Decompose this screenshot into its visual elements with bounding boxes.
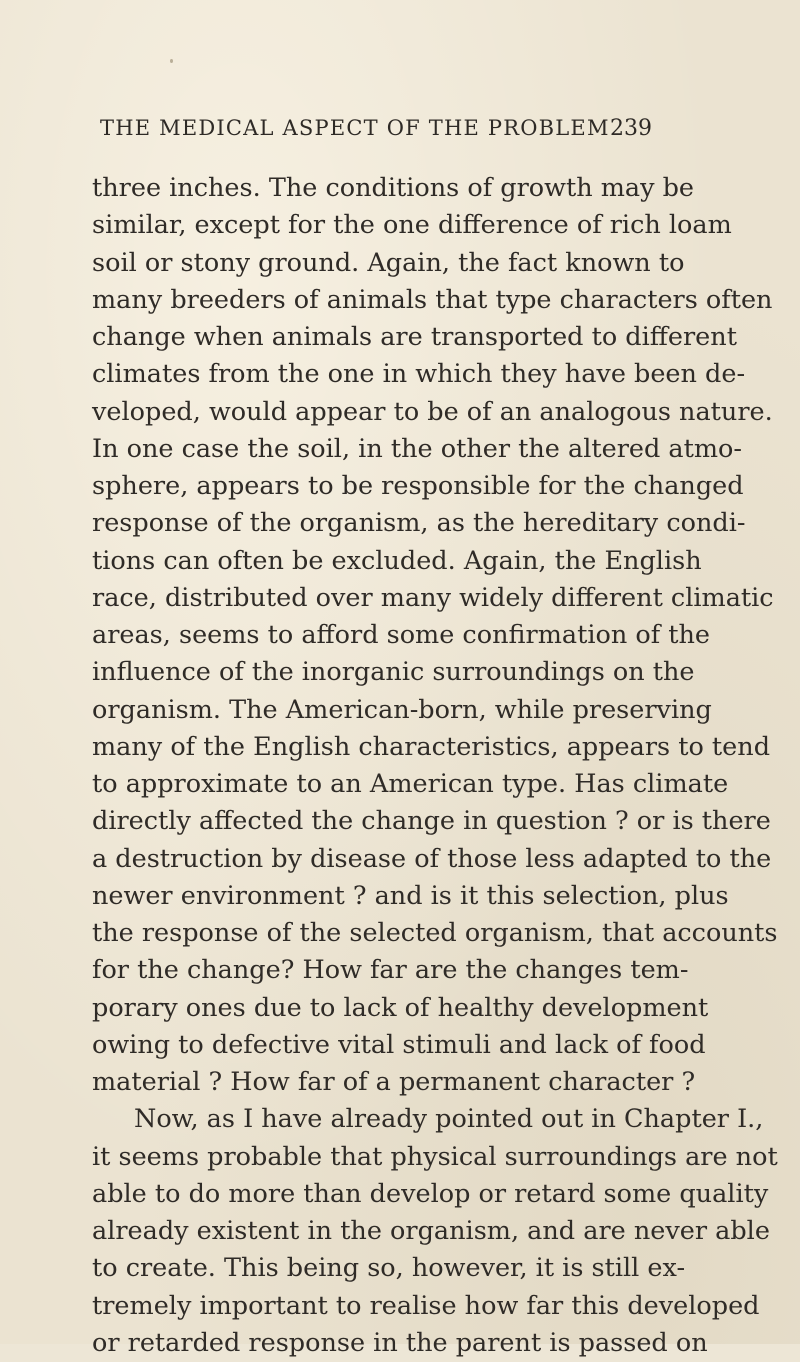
- text-line: race, distributed over many widely different climatic: [92, 582, 774, 613]
- text-line: soil or stony ground. Again, the fact known to: [92, 247, 685, 278]
- body-text: [92, 170, 778, 1362]
- paragraph-end-line: material ? How far of a permanent character ?: [92, 1067, 696, 1097]
- text-line: for the change? How far are the changes tem-: [92, 955, 689, 986]
- running-head-title: THE MEDICAL ASPECT OF THE PROBLEM: [100, 116, 610, 140]
- text-line: owing to defective vital stimuli and lack of food: [92, 1029, 706, 1060]
- text-line: to approximate to an American type. Has climate: [92, 769, 729, 799]
- text-line: able to do more than develop or retard some quality: [92, 1178, 769, 1209]
- text-line: tions can often be excluded. Again, the English: [92, 545, 702, 576]
- running-head: [100, 116, 652, 146]
- text-line: porary ones due to lack of healthy development: [92, 992, 709, 1023]
- text-line: three inches. The conditions of growth may be: [92, 173, 695, 203]
- text-line: a destruction by disease of those less adapted to the: [92, 843, 772, 874]
- text-line: newer environment ? and is it this selection, plus: [92, 880, 729, 911]
- text-line: many breeders of animals that type characters often: [92, 284, 773, 315]
- text-line: tremely important to realise how far this developed: [92, 1290, 760, 1321]
- paragraph-start-line: Now, as I have already pointed out in Chapter I.,: [134, 1104, 764, 1135]
- text-line: climates from the one in which they have been de-: [92, 359, 746, 390]
- text-line: similar, except for the one difference of rich loam: [92, 210, 732, 241]
- text-line: areas, seems to afford some confirmation of the: [92, 620, 711, 650]
- text-line: In one case the soil, in the other the altered atmo-: [92, 433, 743, 464]
- text-line: many of the English characteristics, appears to tend: [92, 731, 771, 762]
- text-line: response of the organism, as the hereditary condi-: [92, 508, 746, 539]
- text-line: sphere, appears to be responsible for the changed: [92, 471, 744, 501]
- paper-speck: [170, 59, 173, 63]
- text-line: influence of the inorganic surroundings on the: [92, 657, 695, 688]
- text-line: the response of the selected organism, that accounts: [92, 918, 778, 948]
- text-line: to create. This being so, however, it is still ex-: [92, 1253, 686, 1284]
- text-line: already existent in the organism, and are never able: [92, 1216, 770, 1246]
- text-line: or retarded response in the parent is passed on: [92, 1327, 708, 1358]
- text-line: change when animals are transported to different: [92, 322, 737, 352]
- text-line: veloped, would appear to be of an analogous nature.: [92, 396, 773, 427]
- text-line: directly affected the change in question ? or is there: [92, 806, 771, 837]
- page-number: 239: [610, 116, 652, 141]
- text-line: organism. The American-born, while preserving: [92, 694, 712, 725]
- text-line: it seems probable that physical surroundings are not: [92, 1141, 778, 1172]
